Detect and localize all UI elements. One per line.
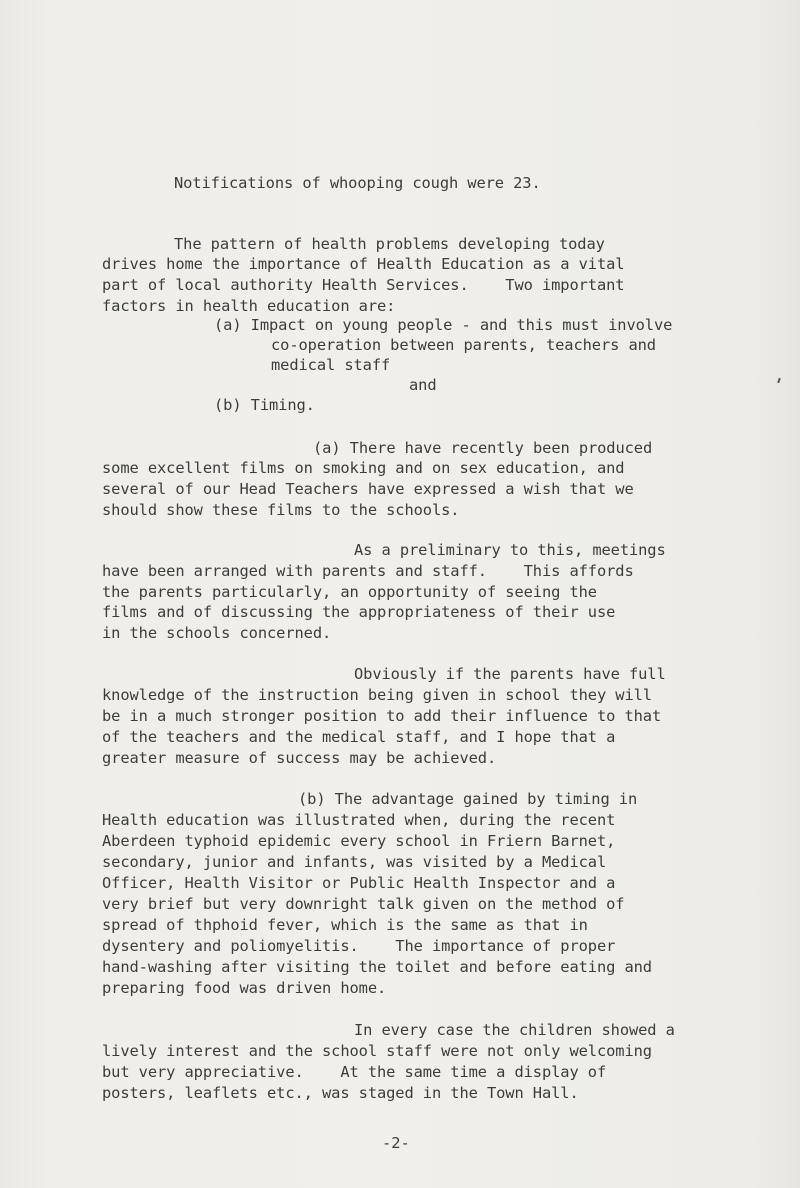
text-line: secondary, junior and infants, was visited by a Medical: [102, 853, 607, 871]
text-line: Aberdeen typhoid epidemic every school in Friern Barnet,: [102, 832, 616, 850]
text-line: Health education was illustrated when, during the recent: [102, 811, 616, 829]
text-line: The pattern of health problems developing today: [174, 235, 605, 253]
text-line: (b) The advantage gained by timing in: [298, 790, 638, 808]
text-line: and: [409, 376, 437, 394]
text-line: have been arranged with parents and staff. This affords: [102, 562, 634, 580]
text-line: In every case the children showed a: [354, 1021, 675, 1039]
text-line: As a preliminary to this, meetings: [354, 541, 666, 559]
text-line: spread of thphoid fever, which is the same as that in: [102, 916, 588, 934]
text-line: medical staff: [271, 356, 391, 374]
text-line: Obviously if the parents have full: [354, 665, 666, 683]
text-line: knowledge of the instruction being given in school they will: [102, 686, 652, 704]
text-line: dysentery and poliomyelitis. The importance of proper: [102, 937, 616, 955]
text-line: some excellent films on smoking and on sex education, and: [102, 459, 625, 477]
text-line: factors in health education are:: [102, 297, 396, 315]
text-line: but very appreciative. At the same time a display of: [102, 1063, 607, 1081]
text-line: posters, leaflets etc., was staged in the Town Hall.: [102, 1084, 579, 1102]
text-line: be in a much stronger position to add their influence to that: [102, 707, 662, 725]
page-number: -2-: [382, 1134, 410, 1152]
text-line: Officer, Health Visitor or Public Health Inspector and a: [102, 874, 616, 892]
text-line: of the teachers and the medical staff, and I hope that a: [102, 728, 616, 746]
text-line: (a) There have recently been produced: [313, 439, 653, 457]
text-line: very brief but very downright talk given on the method of: [102, 895, 625, 913]
text-line: films and of discussing the appropriateness of their use: [102, 603, 616, 621]
text-line: preparing food was driven home.: [102, 979, 387, 997]
text-line: greater measure of success may be achieved.: [102, 749, 497, 767]
list-item-b: (b) Timing.: [214, 396, 315, 414]
text-line: hand-washing after visiting the toilet and before eating and: [102, 958, 652, 976]
list-item-a: (a) Impact on young people - and this must involve: [214, 316, 673, 334]
text-line: should show these films to the schools.: [102, 501, 460, 519]
text-line: co-operation between parents, teachers and: [271, 336, 656, 354]
text-line: Notifications of whooping cough were 23.: [174, 174, 541, 192]
text-line: in the schools concerned.: [102, 624, 332, 642]
text-line: lively interest and the school staff were not only welcoming: [102, 1042, 652, 1060]
margin-mark: [777, 378, 781, 383]
text-line: the parents particularly, an opportunity of seeing the: [102, 583, 597, 601]
text-line: drives home the importance of Health Education as a vital: [102, 255, 625, 273]
text-line: part of local authority Health Services. Two important: [102, 276, 625, 294]
text-line: several of our Head Teachers have expressed a wish that we: [102, 480, 634, 498]
